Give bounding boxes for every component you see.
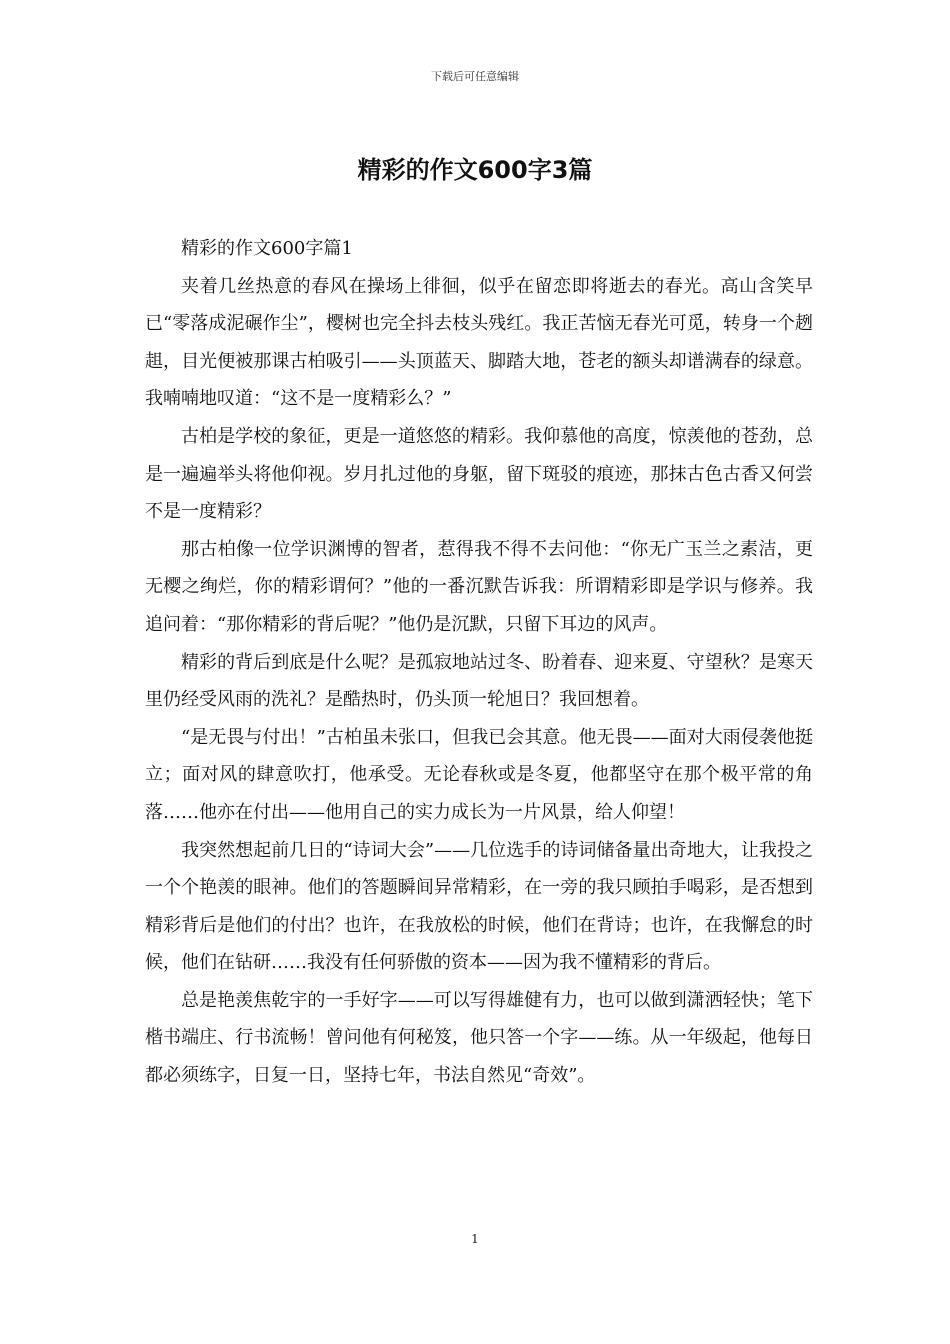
paragraph: 精彩的背后到底是什么呢？是孤寂地站过冬、盼着春、迎来夏、守望秋？是寒天里仍经受风雨的洗礼？是酷热时，仍头顶一轮旭日？我回想着。 [145,651,813,711]
document-body [145,230,813,1095]
paragraph: 古柏是学校的象征，更是一道悠悠的精彩。我仰慕他的高度，惊羡他的苍劲，总是一遍遍举头将他仰视。岁月扎过他的身躯，留下斑驳的痕迹，那抹古色古香又何尝不是一度精彩？ [145,425,813,523]
page-header-note: 下载后可任意编辑 [431,70,519,83]
paragraph: “是无畏与付出！”古柏虽未张口，但我已会其意。他无畏——面对大雨侵袭他挺立；面对风的肆意吹打，他承受。无论春秋或是冬夏，他都坚守在那个极平常的角落……他亦在付出——他用自己的实力成长为一片风景，给人仰望！ [145,726,813,823]
section-heading: 精彩的作文600字篇1 [181,238,353,259]
page-number: 1 [471,1232,479,1246]
document-title: 精彩的作文600字3篇 [357,156,593,184]
paragraph: 我突然想起前几日的“诗词大会”——几位选手的诗词储备量出奇地大，让我投之一个个艳羡的眼神。他们的答题瞬间异常精彩，在一旁的我只顾拍手喝彩，是否想到精彩背后是他们的付出？也许，在我放松的时候，他们在背诗；也许，在我懈怠的时候，他们在钻研……我没有任何骄傲的资本——因为我不懂精彩的背后。 [145,839,813,974]
paragraph: 夹着几丝热意的春风在操场上徘徊，似乎在留恋即将逝去的春光。高山含笑早已“零落成泥碾作尘”，樱树也完全抖去枝头残红。我正苦恼无春光可觅，转身一个趔趄，目光便被那课古柏吸引——头顶蓝天、脚踏大地，苍老的额头却谱满春的绿意。我喃喃地叹道：“这不是一度精彩么？” [145,275,813,410]
paragraph: 那古柏像一位学识渊博的智者，惹得我不得不去问他：“你无广玉兰之素洁，更无樱之绚烂，你的精彩谓何？”他的一番沉默告诉我：所谓精彩即是学识与修养。我追问着：“那你精彩的背后呢？”他仍是沉默，只留下耳边的风声。 [145,538,813,635]
paragraph: 总是艳羡焦乾宇的一手好字——可以写得雄健有力，也可以做到潇洒轻快；笔下楷书端庄、行书流畅！曾问他有何秘笈，他只答一个字——练。从一年级起，他每日都必须练字，日复一日，坚持七年，书法自然见“奇效”。 [145,989,813,1087]
